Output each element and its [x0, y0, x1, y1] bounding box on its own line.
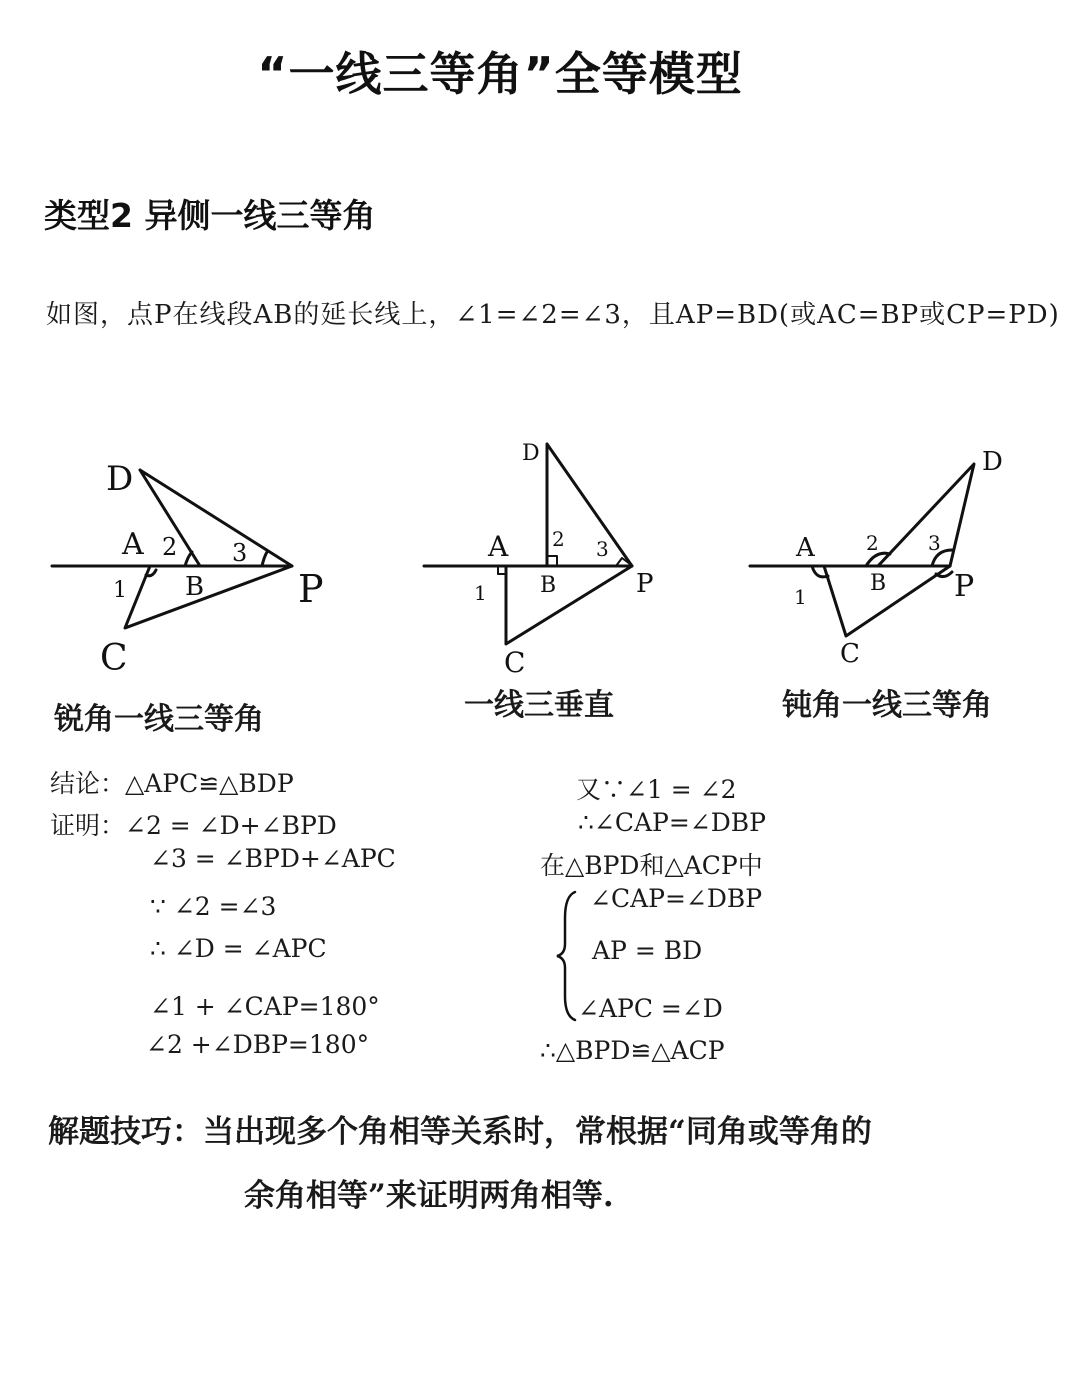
- proof-line: AP = BD: [592, 936, 703, 965]
- proof-line: 又∵∠1 = ∠2: [576, 775, 737, 804]
- page-title: “一线三等角”全等模型: [257, 47, 743, 101]
- proof-line: ∠3 = ∠BPD+∠APC: [150, 844, 396, 873]
- label-2: 2: [552, 527, 565, 551]
- figure-perpendicular: [414, 430, 674, 680]
- label-B: B: [185, 572, 205, 602]
- label-D: D: [982, 447, 1003, 477]
- proof-line: ∠APC =∠D: [578, 994, 723, 1023]
- label-P: P: [636, 569, 654, 599]
- proof-line: ∠CAP=∠DBP: [590, 884, 763, 913]
- label-C: C: [504, 646, 526, 679]
- label-2: 2: [866, 531, 879, 555]
- proof-line: ∴∠CAP=∠DBP: [578, 808, 766, 837]
- triangle-acp: [824, 566, 950, 636]
- label-P: P: [298, 567, 324, 611]
- label-1: 1: [794, 585, 807, 609]
- tip-line-1: 解题技巧：当出现多个角相等关系时，常根据“同角或等角的: [48, 1114, 872, 1150]
- proof-line: 在△BPD和△ACP中: [540, 851, 763, 880]
- triangle-acp: [506, 566, 632, 644]
- figure-obtuse: [740, 440, 1040, 680]
- label-C: C: [840, 639, 860, 669]
- figure-acute: [40, 440, 360, 680]
- caption-acute: 锐角一线三等角: [54, 702, 264, 737]
- label-B: B: [870, 571, 887, 596]
- caption-obtuse: 钝角一线三等角: [782, 688, 992, 723]
- label-A: A: [796, 533, 815, 563]
- label-3: 3: [596, 537, 609, 561]
- proof-line: ∴△BPD≌△ACP: [540, 1036, 725, 1065]
- proof-line: ∠2 +∠DBP=180°: [146, 1030, 370, 1059]
- caption-perpendicular: 一线三垂直: [464, 688, 614, 723]
- label-A: A: [488, 530, 509, 563]
- angle-3-arc: [262, 552, 267, 566]
- label-3: 3: [928, 531, 941, 555]
- label-D: D: [106, 459, 134, 499]
- proof-line: ∵ ∠2 =∠3: [150, 892, 277, 921]
- label-A: A: [122, 527, 144, 562]
- proof-line: ∴ ∠D = ∠APC: [150, 934, 327, 963]
- label-D: D: [522, 441, 540, 466]
- brace-icon: [553, 888, 579, 1023]
- proof-line: 证明：∠2 = ∠D+∠BPD: [50, 811, 337, 840]
- problem-statement: 如图，点P在线段AB的延长线上，∠1=∠2=∠3，且AP=BD(或AC=BP或CP=PD): [46, 300, 1060, 330]
- label-1: 1: [113, 578, 127, 603]
- label-B: B: [540, 573, 557, 598]
- angle-2-arc: [185, 552, 192, 566]
- label-C: C: [100, 638, 128, 679]
- label-P: P: [954, 569, 975, 604]
- conclusion-line: 结论：△APC≌△BDP: [50, 769, 294, 798]
- label-3: 3: [232, 539, 248, 567]
- label-2: 2: [162, 533, 178, 561]
- section-subtitle: 类型2 异侧一线三等角: [44, 196, 376, 235]
- triangle-bdp: [878, 464, 974, 566]
- proof-line: ∠1 + ∠CAP=180°: [150, 992, 380, 1021]
- tip-line-2: 余角相等”来证明两角相等.: [244, 1178, 614, 1214]
- label-1: 1: [474, 581, 487, 605]
